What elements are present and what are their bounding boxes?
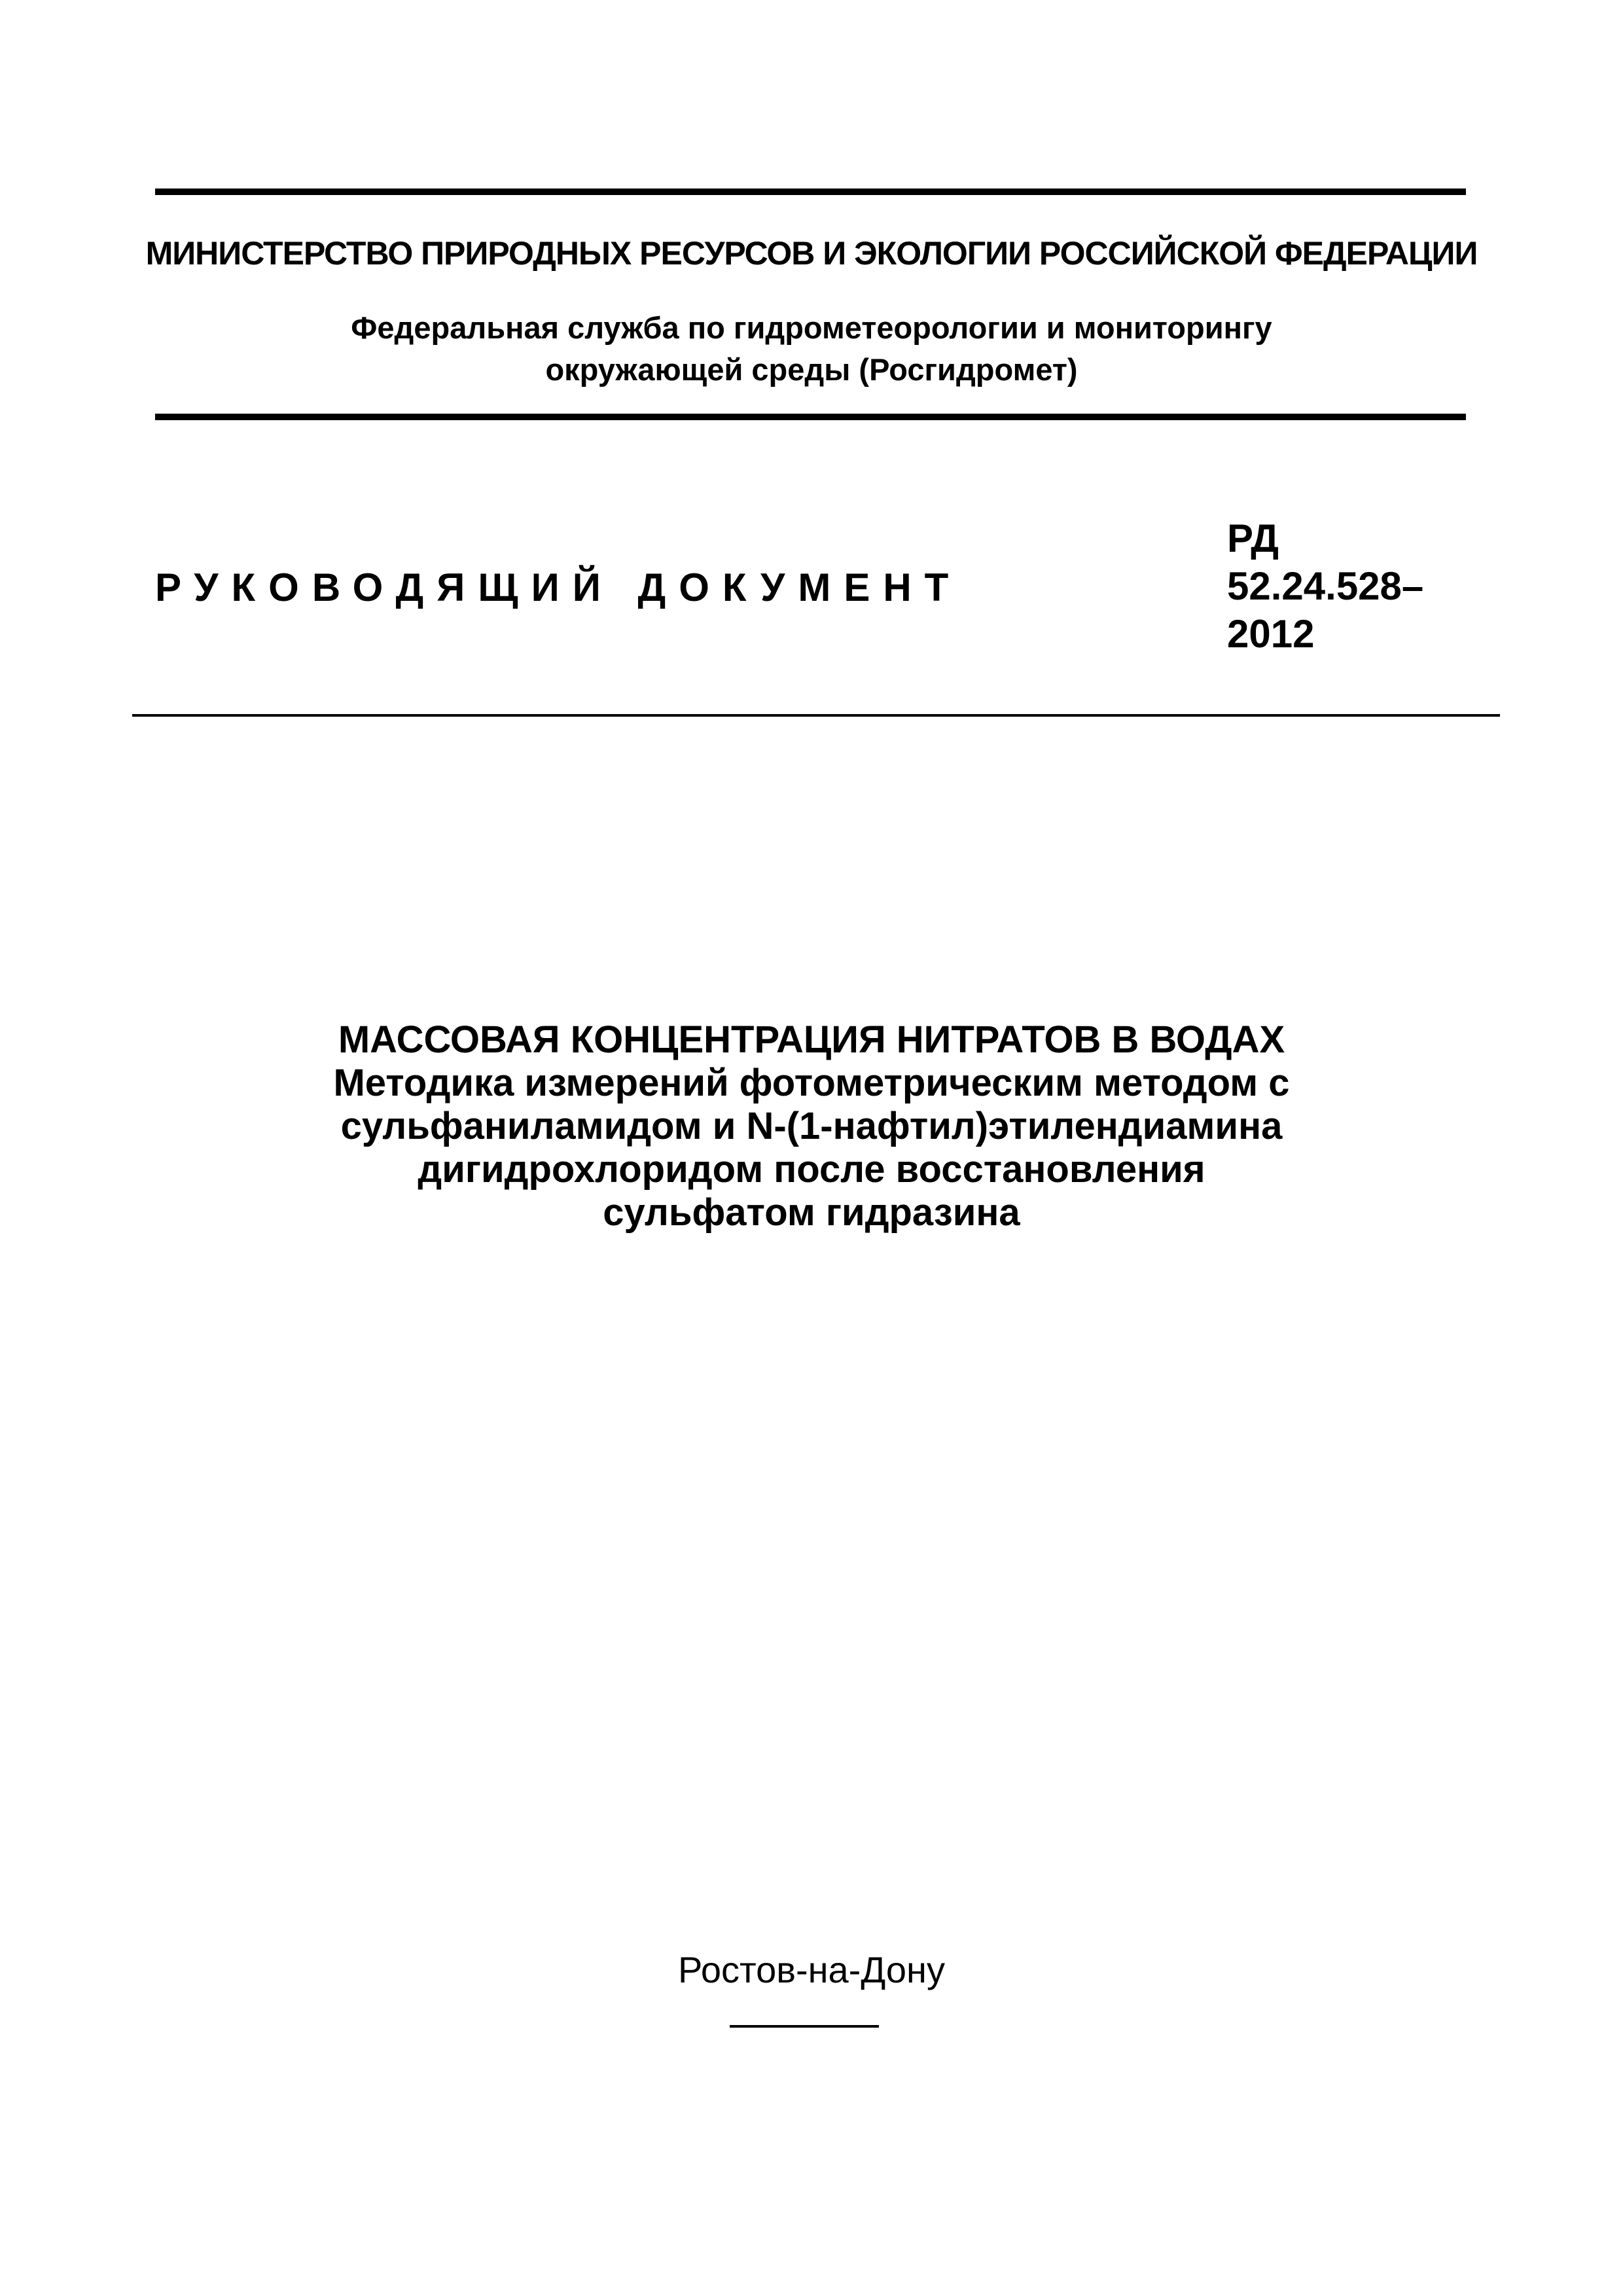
document-code-line-1: РД xyxy=(1227,516,1279,560)
ministry-name: МИНИСТЕРСТВО ПРИРОДНЫХ РЕСУРСОВ И ЭКОЛОГИИ РОССИЙСКОЙ ФЕДЕРАЦИИ xyxy=(145,235,1478,272)
title-line-4: дигидрохлоридом после восстановления xyxy=(418,1148,1205,1191)
title-line-3: сульфаниламидом и N-(1-нафтил)этилендиамина xyxy=(340,1105,1283,1147)
document-code-line-2: 52.24.528– xyxy=(1227,564,1424,608)
title-line-1: МАССОВАЯ КОНЦЕНТРАЦИЯ НИТРАТОВ В ВОДАХ xyxy=(338,1018,1285,1061)
publication-city: Ростов-на-Дону xyxy=(678,1949,945,1990)
city-underline xyxy=(730,2025,879,2028)
title-line-2: Методика измерений фотометрическим методом с xyxy=(333,1062,1290,1104)
service-name xyxy=(131,307,1492,391)
document-type: РУКОВОДЯЩИЙ ДОКУМЕНТ xyxy=(155,565,962,609)
top-rule xyxy=(155,188,1466,195)
service-name-line-1: Федеральная служба по гидрометеорологии и мониторингу xyxy=(351,310,1272,345)
document-code xyxy=(1227,514,1423,658)
separator-rule xyxy=(132,714,1500,717)
title-line-5: сульфатом гидразина xyxy=(603,1191,1020,1234)
service-name-line-2: окружающей среды (Росгидромет) xyxy=(545,352,1078,387)
document-title xyxy=(131,1018,1492,1234)
document-code-line-3: 2012 xyxy=(1227,612,1315,656)
header-bottom-rule xyxy=(155,414,1466,420)
